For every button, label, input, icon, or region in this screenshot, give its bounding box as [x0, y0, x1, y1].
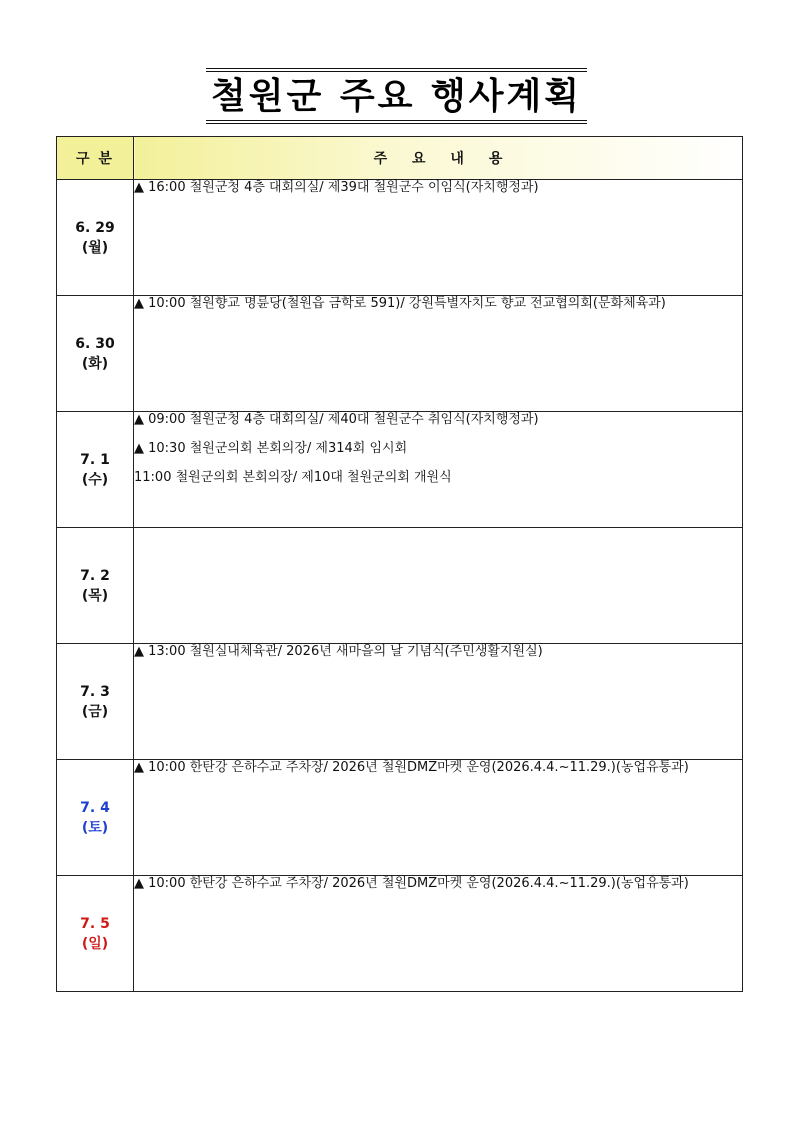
- title-block: [206, 68, 587, 124]
- events-cell: [134, 296, 743, 412]
- date-cell: [57, 180, 134, 296]
- date-cell: [57, 296, 134, 412]
- title-rule-bottom-outer: [206, 123, 587, 124]
- date-cell-sunday: [57, 876, 134, 992]
- day-label: (수): [81, 471, 109, 488]
- date-cell-saturday: [57, 760, 134, 876]
- date-label: 7. 2: [80, 567, 110, 584]
- date-label: 7. 4: [80, 799, 110, 816]
- event-item: ▲ 10:30 철원군의회 본회의장/ 제314회 임시회: [134, 441, 408, 456]
- event-item: ▲ 10:00 철원향교 명륜당(철원읍 금학로 591)/ 강원특별자치도 향교 전교협의회(문화체육과): [134, 296, 666, 311]
- events-cell: [134, 644, 743, 760]
- schedule-table: [56, 136, 743, 992]
- table-row: [57, 528, 743, 644]
- event-item: ▲ 09:00 철원군청 4층 대회의실/ 제40대 철원군수 취임식(자치행정과): [134, 412, 539, 427]
- table-row: [57, 644, 743, 760]
- date-label: 7. 5: [80, 915, 110, 932]
- event-item: ▲ 16:00 철원군청 4층 대회의실/ 제39대 철원군수 이임식(자치행정과): [134, 180, 539, 195]
- day-label: (토): [81, 819, 109, 836]
- events-cell: [134, 412, 743, 528]
- title-rule-bottom-inner: [206, 120, 587, 121]
- event-item: ▲ 10:00 한탄강 은하수교 주차장/ 2026년 철원DMZ마켓 운영(2026.4.4.~11.29.)(농업유통과): [134, 876, 689, 891]
- date-label: 7. 3: [80, 683, 110, 700]
- events-cell: [134, 876, 743, 992]
- event-item: 11:00 철원군의회 본회의장/ 제10대 철원군의회 개원식: [134, 470, 452, 485]
- page-title: 철원군 주요 행사계획: [210, 76, 583, 117]
- title-rule-top-inner: [206, 71, 587, 72]
- date-label: 6. 29: [75, 219, 115, 236]
- table-header-row: [57, 137, 743, 180]
- header-date-column: 구 분: [57, 137, 134, 180]
- table-row: [57, 412, 743, 528]
- date-label: 7. 1: [80, 451, 110, 468]
- day-label: (목): [81, 587, 109, 604]
- date-cell: [57, 644, 134, 760]
- table-row: [57, 180, 743, 296]
- day-label: (금): [81, 703, 109, 720]
- date-label: 6. 30: [75, 335, 115, 352]
- event-item: ▲ 13:00 철원실내체육관/ 2026년 새마을의 날 기념식(주민생활지원실): [134, 644, 543, 659]
- table-row: [57, 876, 743, 992]
- day-label: (일): [81, 935, 109, 952]
- table-row: [57, 296, 743, 412]
- day-label: (월): [81, 239, 109, 256]
- title-rule-top-outer: [206, 68, 587, 69]
- day-label: (화): [81, 355, 109, 372]
- table-row: [57, 760, 743, 876]
- event-item: ▲ 10:00 한탄강 은하수교 주차장/ 2026년 철원DMZ마켓 운영(2026.4.4.~11.29.)(농업유통과): [134, 760, 689, 775]
- events-cell: [134, 528, 743, 644]
- date-cell: [57, 528, 134, 644]
- header-content-column: 주 요 내 용: [134, 137, 743, 180]
- events-cell: [134, 180, 743, 296]
- date-cell: [57, 412, 134, 528]
- events-cell: [134, 760, 743, 876]
